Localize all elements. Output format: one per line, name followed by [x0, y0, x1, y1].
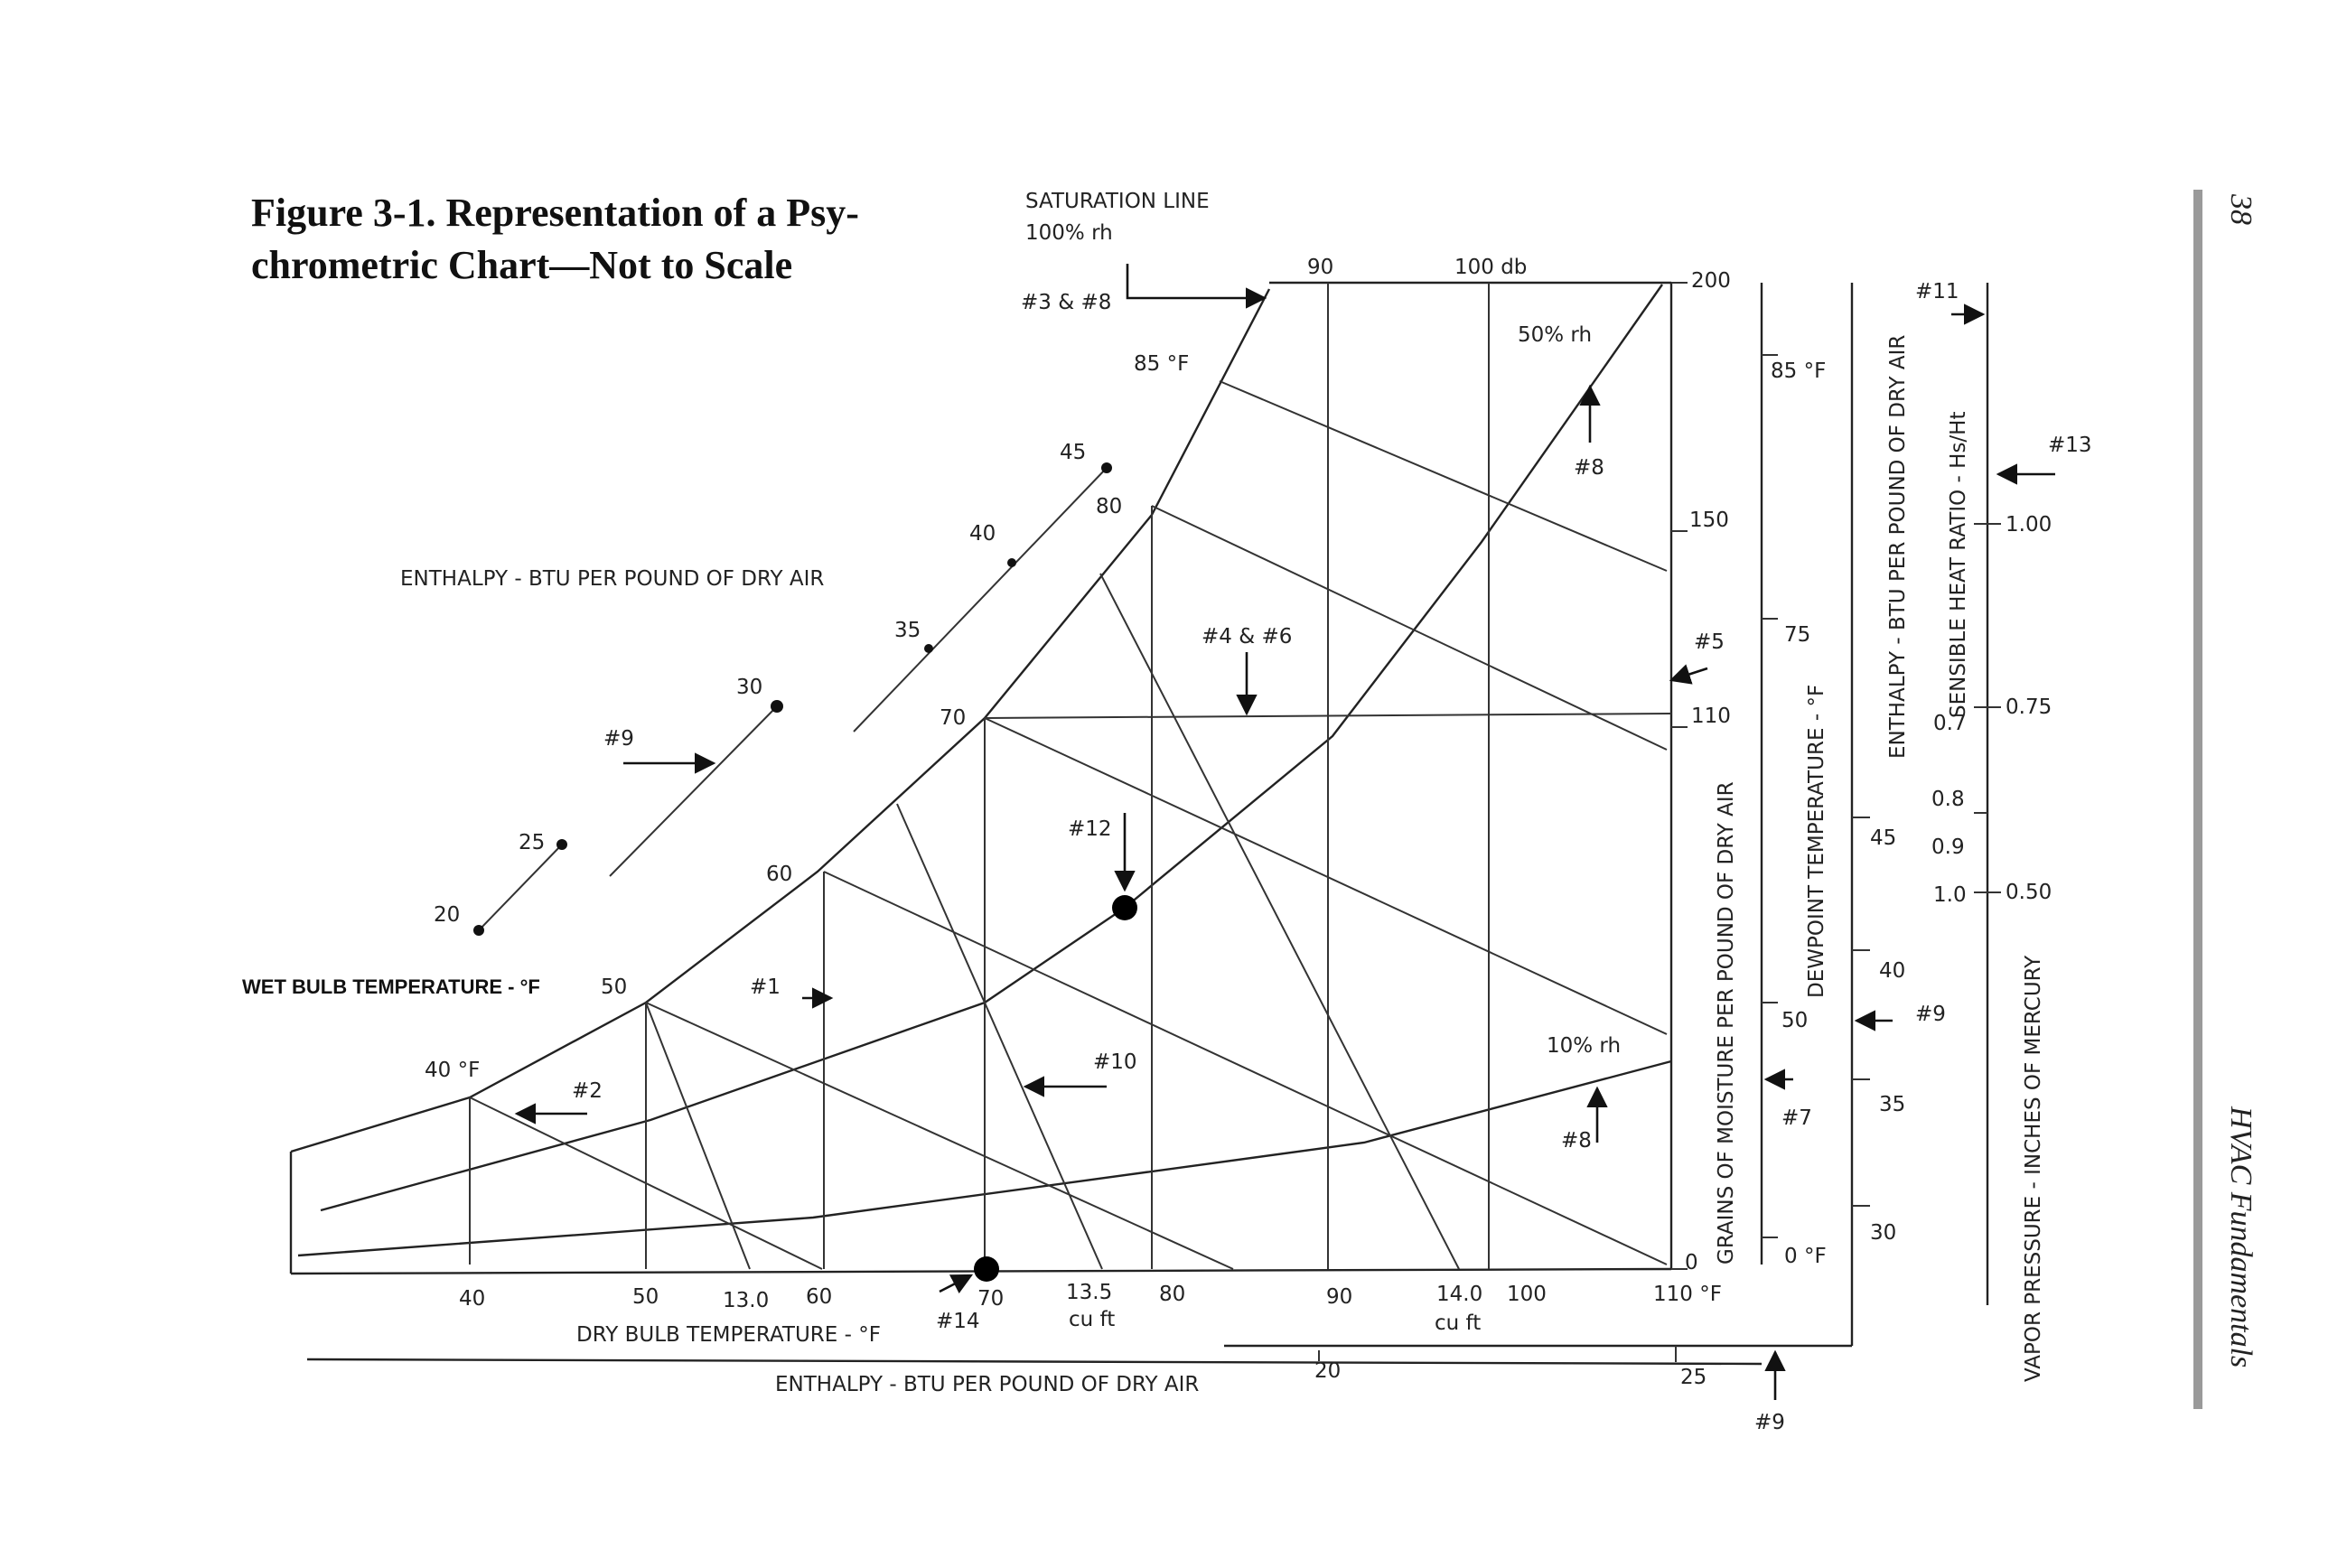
- wb-80-label: 80: [1096, 495, 1123, 518]
- enth-30-label: 30: [736, 676, 763, 699]
- enth-40-label: 40: [969, 522, 996, 546]
- dp-75: 75: [1784, 623, 1811, 647]
- shr-axis-label: SENSIBLE HEAT RATIO - Hs/Ht: [1947, 411, 1970, 718]
- grains-0: 0: [1685, 1251, 1698, 1274]
- vol-14-0-unit: cu ft: [1435, 1311, 1482, 1335]
- vol-line-14-0: [1100, 574, 1459, 1269]
- db-50-tick: 50: [632, 1285, 659, 1309]
- rh-50-curve: [321, 285, 1662, 1210]
- dp-85: 85 °F: [1771, 359, 1827, 383]
- enth-45-label: 45: [1060, 441, 1087, 464]
- re-30: 30: [1870, 1221, 1897, 1245]
- saturation-curve: [291, 289, 1269, 1152]
- grains-axis-label: GRAINS OF MOISTURE PER POUND OF DRY AIR: [1715, 781, 1738, 1265]
- arrow-3-8: [1127, 264, 1265, 298]
- wb-85-label: 85 °F: [1134, 352, 1190, 376]
- db-60-tick: 60: [806, 1285, 833, 1309]
- enth-dot-40: [1007, 558, 1016, 567]
- page-number: 38: [2224, 194, 2258, 225]
- arrow-14: [940, 1275, 971, 1292]
- shr-0-7: 0.7: [1933, 712, 1967, 735]
- db-100-label: 100 db: [1454, 256, 1528, 279]
- rh-10-label: 10% rh: [1547, 1034, 1622, 1058]
- db-90-label: 90: [1307, 256, 1334, 279]
- enth-35-label: 35: [894, 619, 921, 642]
- vp-0-75: 0.75: [2006, 695, 2052, 719]
- db-100-tick: 100: [1507, 1283, 1547, 1306]
- caption-line-2: chrometric Chart—Not to Scale: [251, 243, 793, 287]
- shr-1-0: 1.0: [1933, 883, 1967, 907]
- note-9-bottom: #9: [1754, 1411, 1785, 1434]
- wb-50-label: 50: [601, 975, 628, 999]
- db-70-tick: 70: [977, 1287, 1005, 1311]
- enth-dot-25: [556, 839, 567, 850]
- enth-dot-45: [1101, 462, 1112, 473]
- enth-dot-35: [924, 644, 933, 653]
- note-14: #14: [936, 1310, 980, 1333]
- shr-0-9: 0.9: [1931, 835, 1965, 859]
- note-5: #5: [1694, 630, 1725, 654]
- note-11: #11: [1915, 280, 1959, 303]
- enth-dot-20: [473, 925, 484, 936]
- enthalpy-bottom-label: ENTHALPY - BTU PER POUND OF DRY AIR: [775, 1373, 1200, 1396]
- wb-70-label: 70: [940, 706, 967, 730]
- state-point-12: [1112, 895, 1137, 920]
- enth-20-label: 20: [434, 903, 461, 927]
- rh-100-label: 100% rh: [1025, 221, 1113, 245]
- vp-0-50: 0.50: [2006, 881, 2052, 904]
- re-40: 40: [1879, 959, 1906, 983]
- note-10: #10: [1093, 1050, 1137, 1074]
- wb-line-60: [824, 872, 1667, 1265]
- note-8-bottom: #8: [1561, 1129, 1592, 1153]
- note-4-6: #4 & #6: [1202, 625, 1293, 649]
- enth-ext-20-25: [479, 845, 562, 930]
- caption-line-1: Figure 3-1. Representation of a Psy-: [251, 191, 859, 235]
- dp-50: 50: [1781, 1009, 1809, 1032]
- right-enthalpy-axis-label: ENTHALPY - BTU PER POUND OF DRY AIR: [1886, 334, 1910, 759]
- note-2: #2: [572, 1079, 603, 1103]
- note-8-top: #8: [1574, 456, 1604, 480]
- note-9-left: #9: [603, 727, 634, 751]
- grains-110: 110: [1691, 705, 1731, 728]
- ent-20-tick: 20: [1314, 1359, 1342, 1383]
- enthalpy-top-label: ENTHALPY - BTU PER POUND OF DRY AIR: [400, 567, 825, 591]
- margin-hatch-bar: [2193, 190, 2202, 1409]
- note-3-8: #3 & #8: [1021, 291, 1112, 314]
- ent-25-tick: 25: [1680, 1366, 1707, 1389]
- vol-13-5-unit: cu ft: [1069, 1308, 1116, 1331]
- re-35: 35: [1879, 1093, 1906, 1116]
- grains-150: 150: [1689, 509, 1729, 532]
- enth-ext-35-45: [854, 468, 1107, 732]
- enth-ext-30: [610, 706, 777, 876]
- dewpoint-axis-label: DEWPOINT TEMPERATURE - °F: [1805, 684, 1828, 998]
- wb-40-label: 40 °F: [425, 1059, 481, 1082]
- vol-line-13-5: [897, 804, 1102, 1269]
- enth-dot-30: [771, 700, 783, 713]
- db-80-tick: 80: [1159, 1283, 1186, 1306]
- note-13: #13: [2048, 434, 2092, 457]
- arrow-5: [1671, 668, 1707, 680]
- wb-line-70: [985, 718, 1667, 1034]
- note-12: #12: [1068, 817, 1112, 841]
- vol-13-0-label: 13.0: [723, 1289, 770, 1312]
- vol-13-5-label: 13.5: [1066, 1281, 1113, 1304]
- state-point-14: [974, 1256, 999, 1282]
- vol-14-0-label: 14.0: [1436, 1283, 1483, 1306]
- db-110-tick: 110 °F: [1653, 1283, 1722, 1306]
- shr-0-8: 0.8: [1931, 788, 1965, 811]
- running-head: HVAC Fundamentals: [2224, 1106, 2258, 1368]
- db-40-tick: 40: [459, 1287, 486, 1311]
- rh-50-label: 50% rh: [1518, 323, 1593, 347]
- vp-1-00: 1.00: [2006, 513, 2052, 537]
- saturation-line-label: SATURATION LINE: [1025, 190, 1210, 213]
- db-90-tick: 90: [1326, 1285, 1353, 1309]
- wb-60-label: 60: [766, 863, 793, 886]
- re-45: 45: [1870, 826, 1897, 850]
- dry-bulb-axis-label: DRY BULB TEMPERATURE - °F: [576, 1323, 881, 1347]
- enth-25-label: 25: [519, 831, 546, 854]
- note-1: #1: [750, 975, 781, 999]
- note-9-right: #9: [1915, 1003, 1946, 1026]
- dp-0: 0 °F: [1784, 1245, 1827, 1268]
- vapor-axis-label: VAPOR PRESSURE - INCHES OF MERCURY: [2022, 955, 2045, 1382]
- enthalpy-bottom-scale: [307, 1359, 1762, 1364]
- grains-200: 200: [1691, 269, 1731, 293]
- note-7: #7: [1781, 1106, 1812, 1130]
- wet-bulb-axis-label: WET BULB TEMPERATURE - °F: [242, 975, 540, 998]
